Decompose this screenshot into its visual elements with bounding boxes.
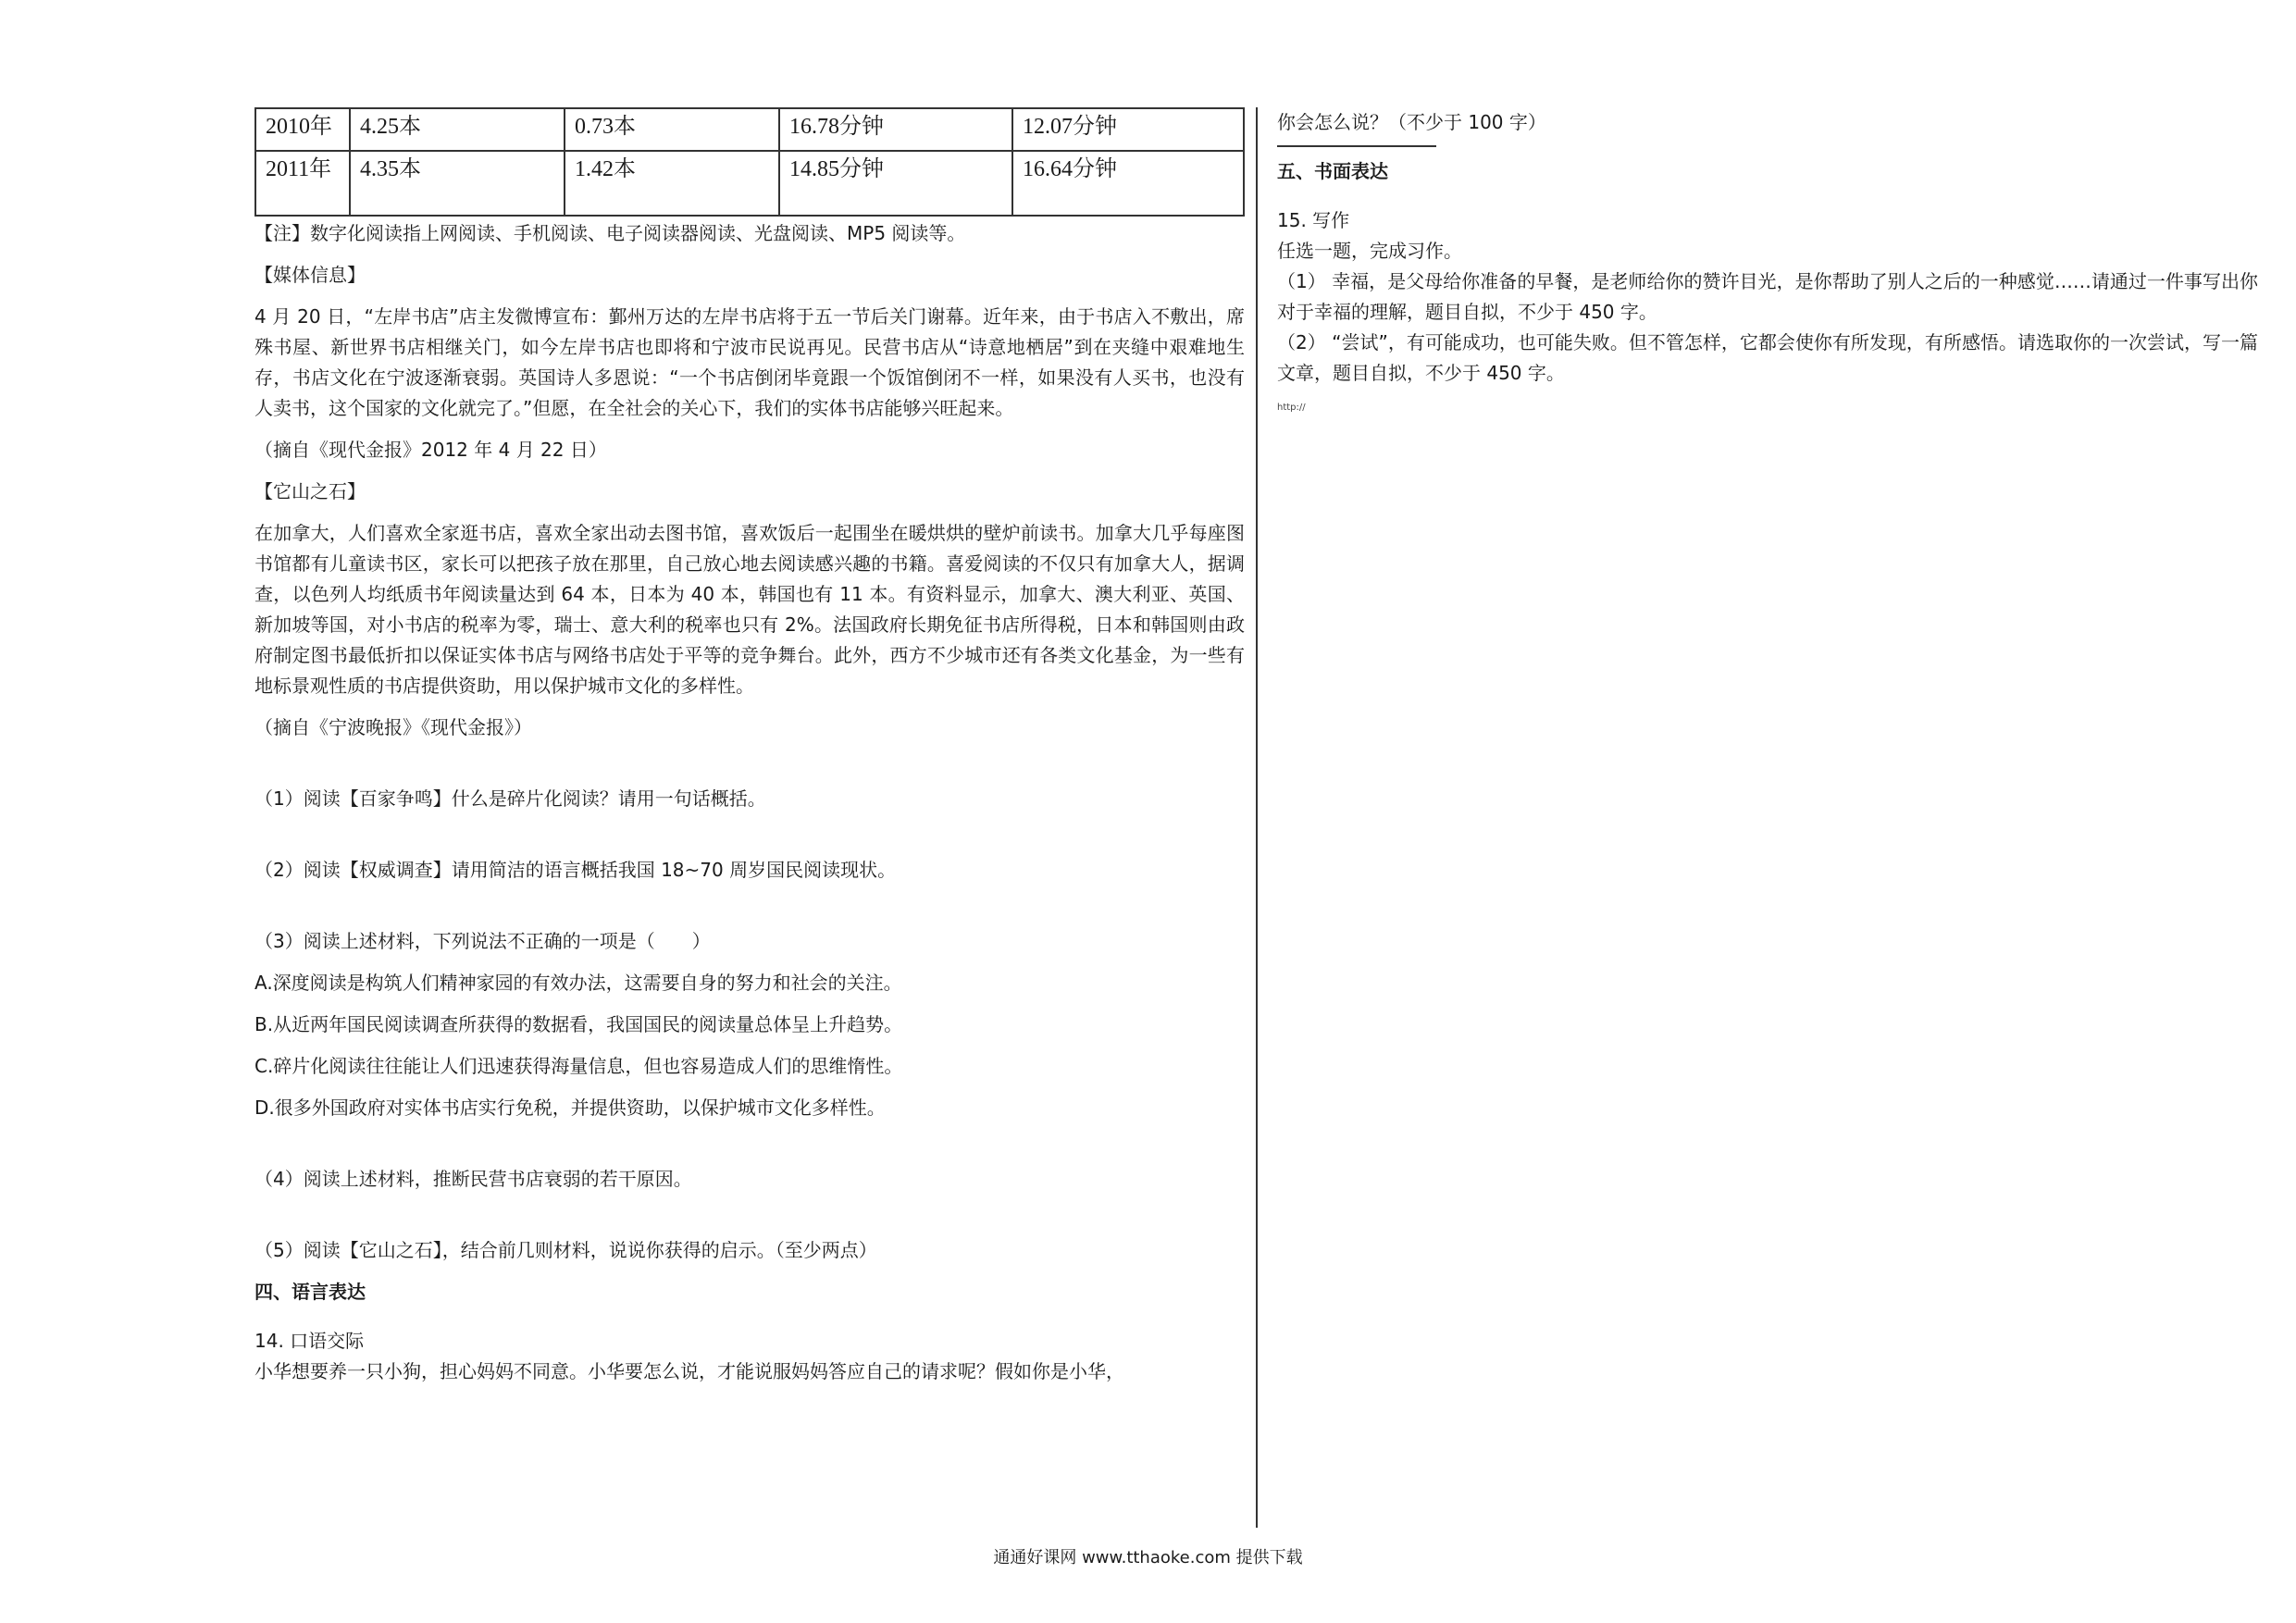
table-cell: 0.73本	[565, 108, 779, 151]
table-cell: 16.78分钟	[779, 108, 1012, 151]
question-4: （4）阅读上述材料，推断民营书店衰弱的若干原因。	[254, 1168, 692, 1190]
page-footer: 通通好课网 www.tthaoke.com 提供下载	[993, 1548, 1303, 1567]
media-info-source: （摘自《现代金报》2012 年 4 月 22 日）	[254, 439, 607, 461]
section-4-heading: 四、语言表达	[254, 1281, 366, 1303]
table-cell: 14.85分钟	[779, 151, 1012, 216]
table-cell: 12.07分钟	[1012, 108, 1244, 151]
table-cell: 16.64分钟	[1012, 151, 1244, 216]
option-d: D.很多外国政府对实体书店实行免税，并提供资助，以保护城市文化多样性。	[254, 1096, 886, 1119]
left-column	[254, 107, 1245, 1387]
stone-paragraph: 在加拿大，人们喜欢全家逛书店，喜欢全家出动去图书馆，喜欢饭后一起围坐在暖烘烘的壁炉前读书。加拿大几乎每座图书馆都有儿童读书区，家长可以把孩子放在那里，自己放心地去阅读感兴趣的书籍。喜爱阅读的不仅只有加拿大人，据调查，以色列人均纸质书年阅读量达到 64 本，日本为 40 本，韩国也有 11 本。有资料显示，加拿大、澳大利亚、英国、新加坡等国，对小书店的税率为零，瑞士、意大利的税率也只有 2%。法国政府长期免征书店所得税，日本和韩国则由政府制定图书最低折扣以保证实体书店与网络书店处于平等的竞争舞台。此外，西方不少城市还有各类文化基金，为一些有地标景观性质的书店提供资助，用以保护城市文化的多样性。	[254, 522, 1245, 697]
table-cell: 4.25本	[350, 108, 565, 151]
stone-source: （摘自《宁波晚报》《现代金报》）	[254, 716, 532, 738]
option-c: C.碎片化阅读往往能让人们迅速获得海量信息，但也容易造成人们的思维惰性。	[254, 1055, 903, 1077]
question-14-continued: 你会怎么说？（不少于 100 字）	[1277, 111, 1546, 133]
question-15-intro: 任选一题，完成习作。	[1277, 240, 1462, 262]
media-info-heading: 【媒体信息】	[254, 264, 366, 286]
question-1: （1）阅读【百家争鸣】什么是碎片化阅读？请用一句话概括。	[254, 787, 766, 810]
question-15-option-2: （2） “尝试”，有可能成功，也可能失败。但不管怎样，它都会使你有所发现，有所感悟。请选取你的一次尝试，写一篇文章，题目自拟，不少于 450 字。	[1277, 331, 2258, 384]
section-5-heading: 五、书面表达	[1277, 160, 1388, 182]
question-3: （3）阅读上述材料，下列说法不正确的一项是（ ）	[254, 930, 711, 952]
table-cell-year: 2010年	[255, 108, 350, 151]
table-note: 【注】数字化阅读指上网阅读、手机阅读、电子阅读器阅读、光盘阅读、MP5 阅读等。	[254, 222, 966, 244]
question-14-text: 小华想要养一只小狗，担心妈妈不同意。小华要怎么说，才能说服妈妈答应自己的请求呢？假如你是小华，	[254, 1360, 1124, 1382]
table-row	[255, 108, 1244, 151]
option-a: A.深度阅读是构筑人们精神家园的有效办法，这需要自身的努力和社会的关注。	[254, 972, 902, 994]
table-cell-year: 2011年	[255, 151, 350, 216]
question-2: （2）阅读【权威调查】请用简洁的语言概括我国 18~70 周岁国民阅读现状。	[254, 859, 897, 881]
table-row	[255, 151, 1244, 216]
tiny-url-text: http://	[1277, 403, 1306, 413]
reading-stats-table	[254, 107, 1245, 217]
option-b: B.从近两年国民阅读调查所获得的数据看，我国国民的阅读量总体呈上升趋势。	[254, 1013, 903, 1035]
media-info-paragraph: 4 月 20 日，“左岸书店”店主发微博宣布：鄞州万达的左岸书店将于五一节后关门谢幕。近年来，由于书店入不敷出，席殊书屋、新世界书店相继关门，如今左岸书店也即将和宁波市民说再见。民营书店从“诗意地栖居”到在夹缝中艰难地生存，书店文化在宁波逐渐衰弱。英国诗人多恩说：“一个书店倒闭毕竟跟一个饭馆倒闭不一样，如果没有人买书，也没有人卖书，这个国家的文化就完了。”但愿，在全社会的关心下，我们的实体书店能够兴旺起来。	[254, 305, 1245, 419]
column-divider	[1256, 107, 1258, 1528]
table-cell: 1.42本	[565, 151, 779, 216]
stone-heading: 【它山之石】	[254, 480, 366, 502]
question-14-title: 14. 口语交际	[254, 1330, 365, 1352]
question-5: （5）阅读【它山之石】，结合前几则材料，说说你获得的启示。（至少两点）	[254, 1239, 877, 1261]
question-15-option-1: （1） 幸福，是父母给你准备的早餐，是老师给你的赞许目光，是你帮助了别人之后的一种感觉……请通过一件事写出你对于幸福的理解，题目自拟，不少于 450 字。	[1277, 270, 2258, 323]
answer-line	[1277, 145, 1436, 147]
question-15-title: 15. 写作	[1277, 209, 1350, 231]
table-cell: 4.35本	[350, 151, 565, 216]
right-column	[1277, 107, 2258, 415]
